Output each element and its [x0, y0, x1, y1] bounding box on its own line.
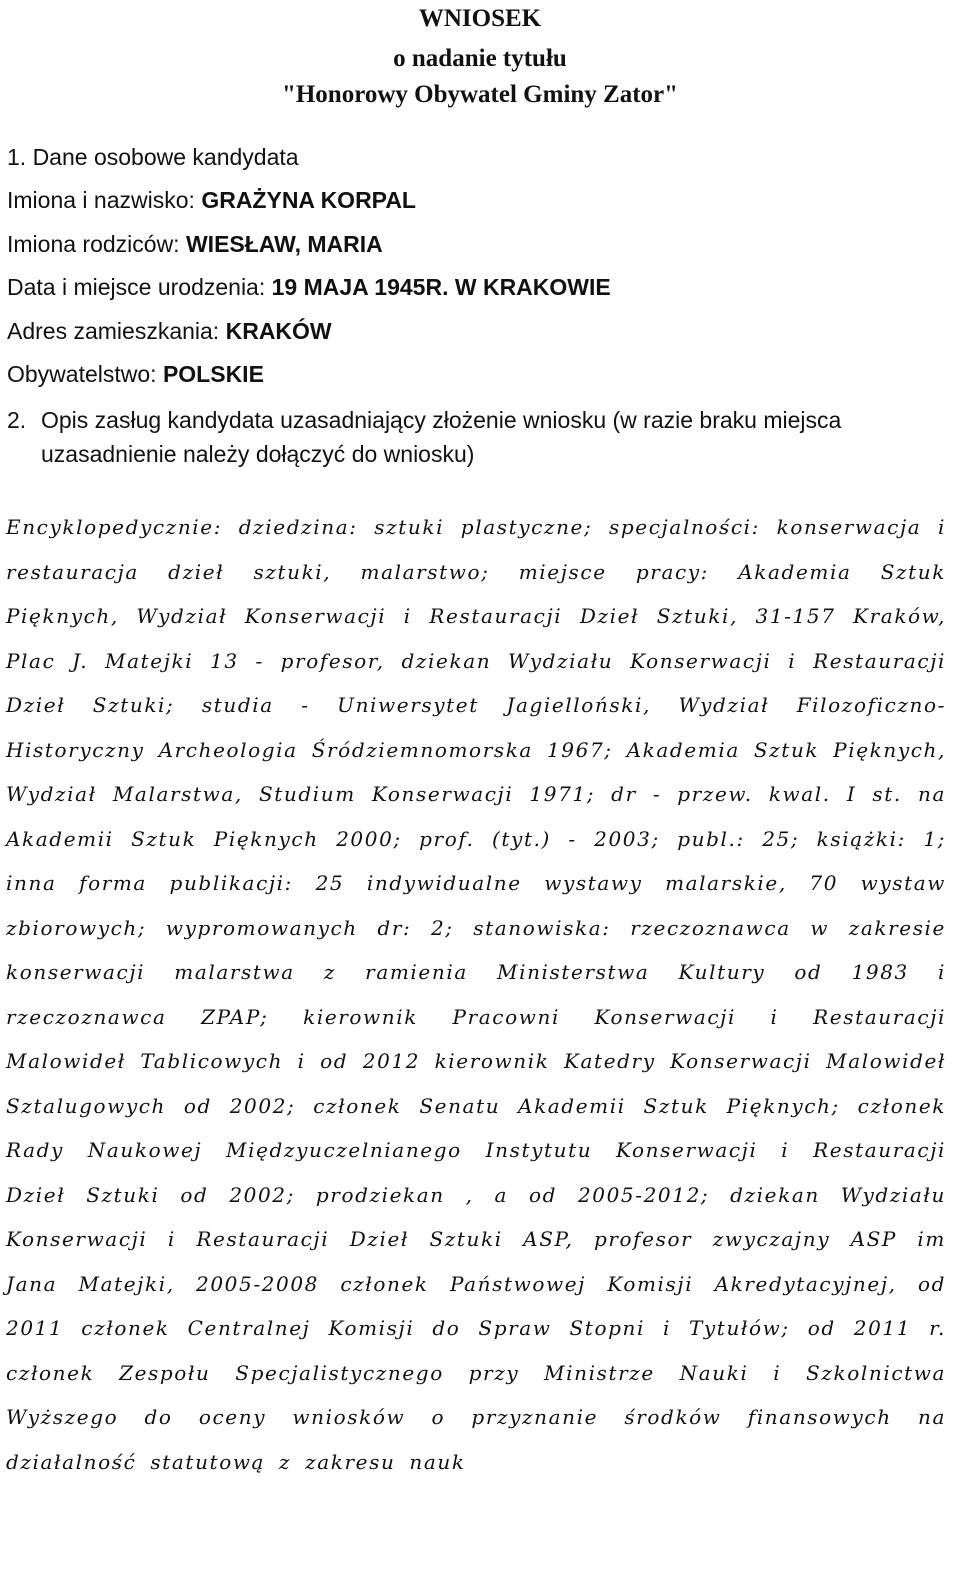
parents-row	[7, 229, 383, 259]
section2	[7, 403, 947, 471]
names-value: GRAŻYNA KORPAL	[201, 187, 416, 213]
document-subtitle-title-name: "Honorowy Obywatel Gminy Zator"	[281, 81, 679, 108]
citizenship-row	[7, 359, 264, 389]
birth-row	[7, 272, 611, 302]
names-label: Imiona i nazwisko:	[7, 187, 202, 213]
birth-label: Data i miejsce urodzenia:	[7, 274, 272, 300]
address-value: KRAKÓW	[225, 318, 332, 344]
candidate-merits-text: Encyklopedycznie: dziedzina: sztuki plastyczne; specjalności: konserwacja i restauracja dzieł sztuki, malarstwo; miejsce pracy: Akademia Sztuk Pięknych, Wydział Konserwacji i Restauracji Dzieł Sztuki, 31-157 Kraków, Plac J. Matejki 13 - profesor, dziekan Wydziału Konserwacji i Restauracji Dzieł Sztuki; studia - Uniwersytet Jagielloński, Wydział Filozoficzno-Historyczny Archeologia Śródziemnomorska 1967; Akademia Sztuk Pięknych, Wydział Malarstwa, Studium Konserwacji 1971; dr - przew. kwal. I st. na Akademii Sztuk Pięknych 2000; prof. (tyt.) - 2003; publ.: 25; książki: 1; inna forma publikacji: 25 indywidualne wystawy malarskie, 70 wystaw zbiorowych; wypromowanych dr: 2; stanowiska: rzeczoznawca w zakresie konserwacji malarstwa z ramienia Ministerstwa Kultury od 1983 i rzeczoznawca ZPAP; kierownik Pracowni Konserwacji i Restauracji Malowideł Tablicowych i od 2012 kierownik Katedry Konserwacji Malowideł Sztalugowych od 2002; członek Senatu Akademii Sztuk Pięknych; członek Rady Naukowej Międzyuczelnianego Instytutu Konserwacji i Restauracji Dzieł Sztuki od 2002; prodziekan , a od 2005-2012; dziekan Wydziału Konserwacji i Restauracji Dzieł Sztuki ASP, profesor zwyczajny ASP im Jana Matejki, 2005-2008 członek Państwowej Komisji Akredytacyjnej, od 2011 członek Centralnej Komisji do Spraw Stopni i Tytułów; od 2011 r. członek Zespołu Specjalistycznego przy Ministrze Nauki i Szkolnictwa Wyższego do oceny wniosków o przyznanie środków finansowych na działalność statutową z zakresu nauk	[6, 515, 946, 1474]
document-subtitle: o nadanie tytułu	[393, 45, 567, 72]
address-row	[7, 316, 332, 346]
address-label: Adres zamieszkania:	[7, 318, 226, 344]
citizenship-value: POLSKIE	[162, 361, 264, 387]
names-row	[7, 185, 416, 215]
parents-value: WIESŁAW, MARIA	[185, 231, 383, 257]
section2-number: 2.	[7, 407, 27, 433]
document-title: WNIOSEK	[418, 5, 542, 32]
parents-label: Imiona rodziców:	[7, 231, 186, 257]
citizenship-label: Obywatelstwo:	[7, 361, 163, 387]
section1-heading: 1. Dane osobowe kandydata	[7, 144, 299, 170]
birth-value: 19 MAJA 1945R. W KRAKOWIE	[271, 274, 611, 300]
section2-text: Opis zasług kandydata uzasadniający złożenie wniosku (w razie braku miejsca uzasadnienie należy dołączyć do wniosku)	[41, 407, 842, 467]
